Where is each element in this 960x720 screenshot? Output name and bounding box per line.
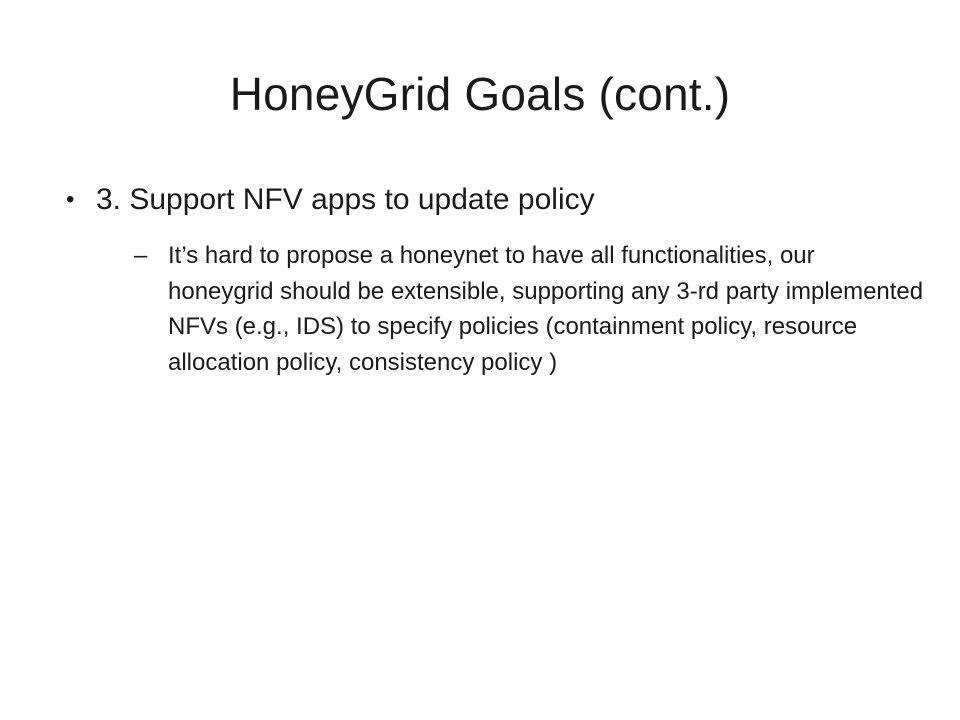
slide-body <box>66 172 926 380</box>
sub-bullet-text: It’s hard to propose a honeynet to have all functionalities, our honeygrid should be extensible, supporting any 3-rd party implemented NFVs (e.g., IDS) to specify policies (containment policy, resource allocation policy, consistency policy ) <box>168 242 924 376</box>
bullet-item <box>66 172 926 228</box>
sub-bullet-item <box>134 238 926 380</box>
bullet-text: 3. Support NFV apps to update policy <box>96 183 595 216</box>
bullet-marker: • <box>66 186 75 213</box>
sub-bullet-marker: – <box>134 242 148 269</box>
slide-title: HoneyGrid Goals (cont.) <box>229 68 731 120</box>
